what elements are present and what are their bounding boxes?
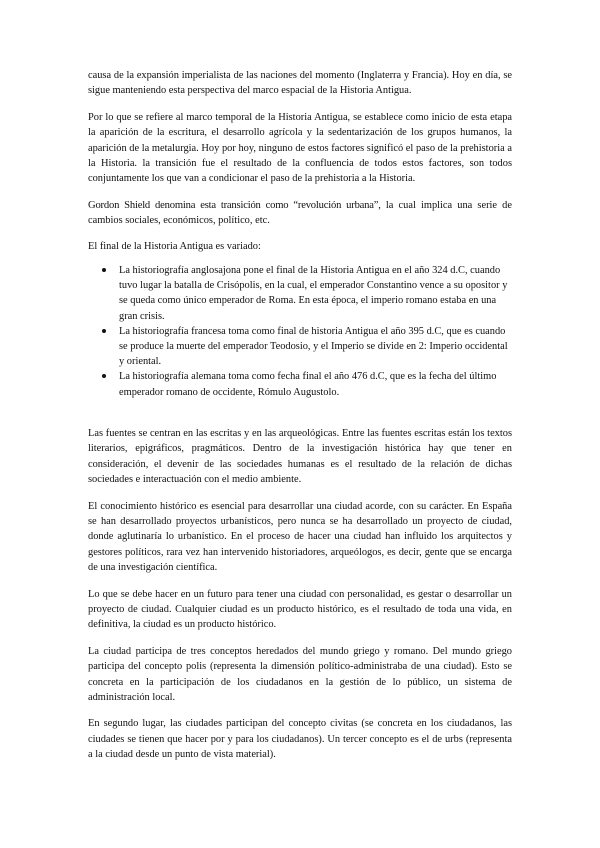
paragraph-revolucion-urbana	[88, 198, 512, 229]
paragraph-civitas-urbs: En segundo lugar, las ciudades participan del concepto civitas (se concreta en los ciudadanos, las ciudades se tienen que hacer por y para los ciudadanos). Un tercer concepto es el de urbs (representa a la ciudad desde un punto de vista material).	[88, 718, 512, 761]
bullet-dot-icon	[102, 268, 106, 272]
paragraph-proyecto-ciudad: Lo que se debe hacer en un futuro para tener una ciudad con personalidad, es gestar o desarrollar un proyecto de ciudad. Cualquier ciudad es un producto histórico, es el resultado de toda una vida, en definitiva, la ciudad es un producto histórico.	[88, 588, 512, 631]
bullet-dot-icon	[102, 374, 106, 378]
section-spacer	[88, 400, 512, 426]
list-item	[119, 369, 512, 399]
paragraph-final-intro: El final de la Historia Antigua es variado:	[88, 240, 261, 252]
paragraph-conocimiento-historico: El conocimiento histórico es esencial para desarrollar una ciudad acorde, con su carácter. En España se han desarrollado proyectos urbanísticos, pero nunca se ha desarrollado un proyecto de ciudad, donde aglutinaría lo urbanístico. En el proceso de hacer una ciudad han influido los arquitectos y gestores políticos, rara vez han intervenido historiadores, arqueólogos, es decir, gente que se encarga de una investigación científica.	[88, 500, 512, 574]
list-item-text: La historiografía anglosajona pone el final de la Historia Antigua en el año 324 d.C, cuando tuvo lugar la batalla de Crisópolis, en la cual, el emperador Constantino vence a su opositor y se queda como único emperador de Roma. En esta época, el imperio romano estaba en una gran crisis.	[119, 265, 508, 322]
paragraph-marco-temporal: Por lo que se refiere al marco temporal de la Historia Antigua, se establece como inicio de esta etapa la aparición de la escritura, el desarrollo agrícola y la sedentarización de los grupos humanos, la aparición de la metalurgia. Hoy por hoy, ninguno de estos factores significó el paso de la prehistoria a la Historia. la transición fue el resultado de la confluencia de todos estos factores, son todos conjuntamente los que van a condicionar el paso de la prehistoria a la Historia.	[88, 111, 512, 185]
bullet-dot-icon	[102, 329, 106, 333]
paragraph-espacial: causa de la expansión imperialista de las naciones del momento (Inglaterra y Francia). Hoy en día, se sigue manteniendo esta perspectiva del marco espacial de la Historia Antigua.	[88, 70, 512, 97]
gordon-rest-text: la cual implica una serie de cambios sociales, económicos, político, etc.	[88, 199, 512, 227]
paragraph-fuentes: Las fuentes se centran en las escritas y en las arqueológicas. Entre las fuentes escritas están los textos literarios, epigráficos, pragmáticos. Dentro de la investigación histórica hay que tener en consideración, el devenir de las sociedades humanas es el resultado de la relación de dichas sociedades e interactuación con el medio ambiente.	[88, 427, 512, 486]
list-item	[119, 263, 512, 324]
gordon-lead-text: Gordon Shield denomina esta transición como “revolución urbana”,	[88, 199, 381, 211]
list-item	[119, 324, 512, 370]
list-item-text: La historiografía alemana toma como fecha final el año 476 d.C, que es la fecha del último emperador romano de occidente, Rómulo Augustolo.	[119, 371, 497, 398]
paragraph-polis: La ciudad participa de tres conceptos heredados del mundo griego y romano. Del mundo griego participa del concepto polis (representa la dimensión político-administraba de una ciudad). Esto se concreta en la participación de los ciudadanos en la gestión de lo público, un sistema de administración local.	[88, 645, 512, 703]
bullet-list-final-historia	[88, 263, 512, 400]
list-item-text: La historiografía francesa toma como final de historia Antigua el año 395 d.C, que es cuando se produce la muerte del emperador Teodosio, y el Imperio se divide en 2: Imperio occidental y oriental.	[119, 325, 508, 368]
